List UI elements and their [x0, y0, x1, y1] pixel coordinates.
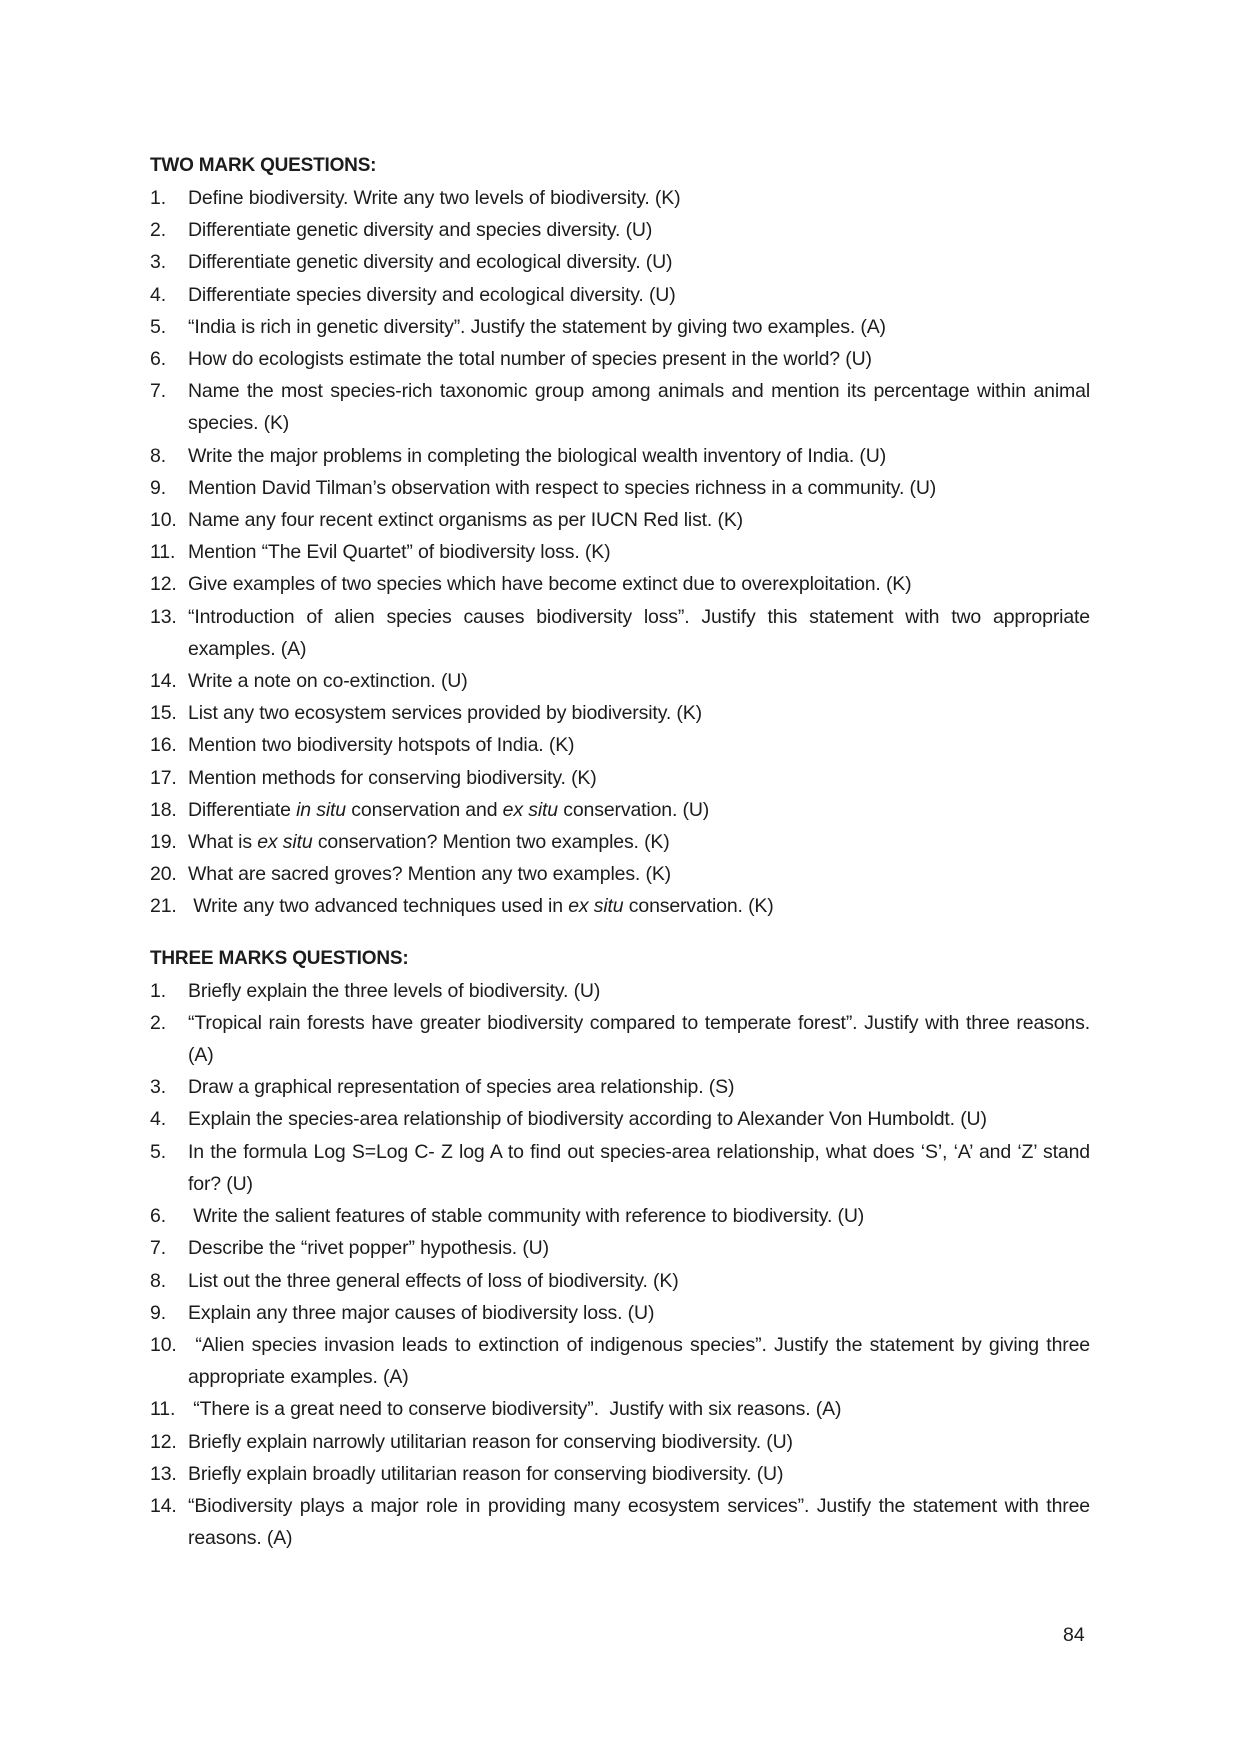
question-item [150, 440, 1090, 472]
question-text: “There is a great need to conserve biodiversity”. Justify with six reasons. (A) [188, 1398, 842, 1421]
italic-term: ex situ [502, 798, 558, 821]
question-text: “Introduction of alien species causes biodiversity loss”. Justify this statement with two appropriate examples. (A) [188, 605, 1090, 660]
question-text-part: conservation? Mention two examples. (K) [312, 831, 670, 854]
question-item [150, 1200, 1090, 1232]
question-text: List any two ecosystem services provided by biodiversity. (K) [188, 702, 702, 725]
two-mark-heading: TWO MARK QUESTIONS: [150, 155, 377, 176]
question-text: Give examples of two species which have become extinct due to overexploitation. (K) [188, 573, 912, 596]
question-text: List out the three general effects of loss of biodiversity. (K) [188, 1269, 679, 1292]
question-text: What are sacred groves? Mention any two examples. (K) [188, 863, 672, 886]
question-text [188, 826, 1090, 858]
question-item [150, 1329, 1096, 1393]
two-mark-question-list [150, 182, 1090, 923]
question-item [150, 762, 1090, 794]
question-text: Differentiate genetic diversity and ecological diversity. (U) [188, 251, 673, 274]
question-item [150, 890, 1090, 922]
question-item [150, 1007, 1090, 1071]
question-text-part: Write any two advanced techniques used in [188, 895, 569, 918]
question-item [150, 1297, 1090, 1329]
question-item [150, 729, 1090, 761]
question-text: Briefly explain the three levels of biodiversity. (U) [188, 979, 601, 1002]
question-text: Name any four recent extinct organisms as per IUCN Red list. (K) [188, 509, 744, 532]
question-number: 3. [150, 251, 166, 274]
question-text: Describe the “rivet popper” hypothesis. (U) [188, 1237, 549, 1260]
question-text: Explain the species-area relationship of biodiversity according to Alexander Von Humboldt. (U) [188, 1108, 987, 1131]
question-item [150, 826, 1090, 858]
question-item [150, 311, 1090, 343]
question-text: Mention methods for conserving biodiversity. (K) [188, 766, 597, 789]
question-item [150, 697, 1090, 729]
question-text: Write a note on co-extinction. (U) [188, 670, 468, 693]
question-number: 16. [150, 734, 177, 757]
question-text-part: conservation. (U) [557, 798, 710, 821]
question-number: 21. [150, 895, 177, 918]
question-text: “Biodiversity plays a major role in providing many ecosystem services”. Justify the statement with three reasons. (A) [188, 1494, 1090, 1550]
question-number: 8. [150, 1269, 166, 1292]
question-item [150, 975, 1090, 1007]
question-text: Explain any three major causes of biodiversity loss. (U) [188, 1301, 655, 1324]
question-item [150, 246, 1090, 278]
question-number: 13. [150, 1462, 177, 1485]
question-text-part: What is [188, 831, 258, 854]
page-number: 84 [1063, 1624, 1085, 1646]
question-number: 3. [150, 1076, 166, 1099]
question-text: “Alien species invasion leads to extinction of indigenous species”. Justify the statement by giving three appropriate examples. (A) [188, 1333, 1096, 1389]
question-number: 2. [150, 1011, 166, 1034]
question-number: 10. [150, 1333, 177, 1356]
question-text: Define biodiversity. Write any two levels of biodiversity. (K) [188, 187, 681, 209]
question-item [150, 375, 1090, 439]
question-item [150, 214, 1090, 246]
question-number: 18. [150, 798, 177, 821]
italic-term: in situ [296, 798, 346, 821]
question-item [150, 279, 1090, 311]
question-number: 5. [150, 1140, 166, 1163]
question-text: Briefly explain narrowly utilitarian reason for conserving biodiversity. (U) [188, 1430, 793, 1453]
question-text-part: conservation. (K) [623, 895, 774, 918]
question-item [150, 472, 1090, 504]
question-number: 1. [150, 187, 166, 209]
question-item [150, 1071, 1090, 1103]
question-number: 9. [150, 1301, 166, 1324]
question-number: 12. [150, 573, 177, 596]
question-text: Mention David Tilman’s observation with respect to species richness in a community. (U) [188, 476, 937, 499]
question-text [188, 890, 1090, 922]
question-number: 12. [150, 1430, 177, 1453]
question-number: 15. [150, 702, 177, 725]
question-number: 7. [150, 1237, 166, 1260]
question-number: 6. [150, 1205, 166, 1228]
question-text: Write the major problems in completing the biological wealth inventory of India. (U) [188, 444, 887, 467]
question-number: 20. [150, 863, 177, 886]
question-number: 19. [150, 831, 177, 854]
question-item [150, 858, 1090, 890]
question-text: Write the salient features of stable community with reference to biodiversity. (U) [188, 1205, 865, 1228]
question-number: 14. [150, 1494, 177, 1517]
question-item [150, 343, 1090, 375]
question-text: “Tropical rain forests have greater biodiversity compared to temperate forest”. Justify with three reasons. (A) [188, 1011, 1090, 1067]
question-number: 14. [150, 670, 177, 693]
question-item [150, 1458, 1090, 1490]
question-item [150, 601, 1090, 665]
question-number: 11. [150, 541, 176, 564]
question-text: How do ecologists estimate the total number of species present in the world? (U) [188, 348, 872, 371]
question-item [150, 536, 1090, 568]
question-number: 6. [150, 348, 166, 371]
question-number: 4. [150, 283, 166, 306]
question-text [188, 794, 1090, 826]
question-text-part: Differentiate [188, 798, 297, 821]
question-number: 10. [150, 509, 177, 532]
question-number: 9. [150, 476, 166, 499]
question-text: Name the most species-rich taxonomic group among animals and mention its percentage within animal species. (K) [188, 380, 1090, 435]
three-mark-heading: THREE MARKS QUESTIONS: [150, 947, 409, 969]
question-number: 13. [150, 605, 177, 628]
italic-term: ex situ [568, 895, 624, 918]
question-number: 5. [150, 315, 166, 338]
question-text-part: conservation and [346, 798, 503, 821]
question-text: Mention “The Evil Quartet” of biodiversity loss. (K) [188, 541, 611, 564]
question-number: 1. [150, 979, 166, 1002]
page-content [150, 150, 1096, 1554]
italic-term: ex situ [257, 831, 313, 854]
question-number: 11. [150, 1398, 176, 1421]
question-number: 2. [150, 219, 166, 242]
question-item [150, 1232, 1090, 1264]
question-text: Mention two biodiversity hotspots of India. (K) [188, 734, 575, 757]
question-text: Draw a graphical representation of species area relationship. (S) [188, 1076, 735, 1099]
question-item [150, 1490, 1090, 1554]
question-text: Differentiate species diversity and ecological diversity. (U) [188, 283, 676, 306]
question-number: 8. [150, 444, 166, 467]
question-text: In the formula Log S=Log C- Z log A to find out species-area relationship, what does ‘S’, ‘A’ and ‘Z’ stand for? (U) [188, 1140, 1090, 1195]
question-text: Briefly explain broadly utilitarian reason for conserving biodiversity. (U) [188, 1462, 784, 1485]
question-item [150, 1265, 1090, 1297]
question-item [150, 1393, 1090, 1425]
question-item [150, 1103, 1090, 1135]
question-number: 17. [150, 766, 177, 789]
question-item [150, 1426, 1090, 1458]
question-number: 4. [150, 1108, 166, 1131]
three-mark-question-list [150, 975, 1096, 1555]
question-item [150, 794, 1090, 826]
question-text: Differentiate genetic diversity and species diversity. (U) [188, 219, 653, 242]
question-item [150, 665, 1090, 697]
question-item [150, 504, 1090, 536]
question-text: “India is rich in genetic diversity”. Justify the statement by giving two examples. (A) [188, 315, 886, 338]
question-item [150, 1136, 1090, 1200]
question-item [150, 182, 1090, 214]
question-item [150, 568, 1090, 600]
question-number: 7. [150, 380, 166, 403]
